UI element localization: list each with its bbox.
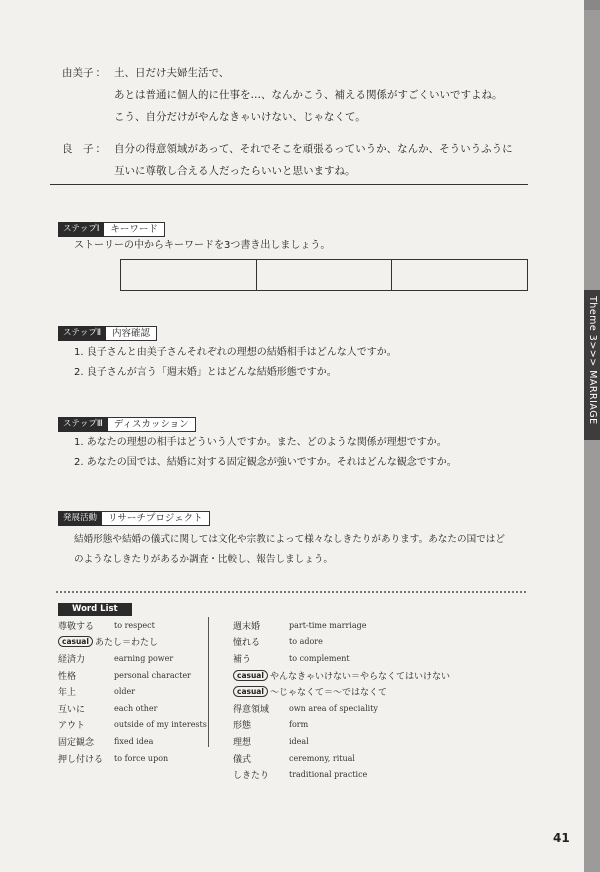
project-title: リサーチプロジェクト [102, 511, 210, 526]
word-entry: 年上 older [58, 687, 136, 699]
word-list-title: Word List [58, 603, 132, 616]
dialogue-line: こう、自分だけがやんなきゃいけない、じゃなくて。 [114, 111, 366, 123]
word-entry: 儀式 ceremony, ritual [233, 753, 355, 765]
word-entry: casual やんなきゃいけない＝やらなくてはいけない [233, 667, 450, 684]
word-entry: casual 〜じゃなくて＝〜ではなくて [233, 683, 450, 700]
dialogue-line: 土、日だけ夫婦生活で、 [114, 67, 230, 79]
project-header [58, 511, 210, 526]
theme-side-tab [584, 0, 600, 872]
dialogue-turn [62, 138, 532, 182]
word-entry: 形態 form [233, 720, 309, 732]
project-line: 結婚形態や結婚の儀式に関しては文化や宗教によって様々なしきたりがあります。あなたの国ではど [74, 534, 505, 545]
speaker-name: 良 子 ： [62, 143, 106, 155]
word-entry: 尊敬する to respect [58, 620, 155, 632]
question-item: 1. 良子さんと由美子さんそれぞれの理想の結婚相手はどんな人ですか。 [74, 347, 397, 358]
word-entry: 憧れる to adore [233, 637, 323, 649]
casual-badge: casual [58, 636, 93, 647]
word-entry: 押し付ける to force upon [58, 753, 169, 765]
dotted-divider [56, 591, 526, 593]
page-number: 41 [553, 831, 570, 845]
word-entry: 性格 personal character [58, 670, 191, 682]
keyword-boxes [120, 259, 528, 291]
step1-title: キーワード [104, 222, 165, 237]
word-entry: 週末婚 part-time marriage [233, 620, 367, 632]
keyword-box-3[interactable] [392, 260, 527, 290]
dialogue-line: 自分の得意領域があって、それでそこを頑張るっていうか、なんか、そういうふうに [114, 143, 513, 155]
word-entry: 固定観念 fixed idea [58, 736, 154, 748]
casual-badge: casual [233, 686, 268, 697]
step2-title: 内容確認 [106, 326, 157, 341]
theme-label: Theme 3>>> MARRIAGE [587, 296, 598, 425]
project-line: のようなしきたりがあるか調査・比較し、報告しましょう。 [74, 554, 334, 565]
step1-instruction: ストーリーの中からキーワードを3つ書き出しましょう。 [74, 240, 331, 251]
step2-header [58, 326, 157, 341]
word-entry: 補う to complement [233, 653, 350, 665]
casual-badge: casual [233, 670, 268, 681]
keyword-box-1[interactable] [121, 260, 257, 290]
word-list-right [233, 617, 450, 783]
tab-top-block [584, 0, 600, 10]
word-list-divider [208, 617, 209, 747]
word-entry: 得意領域 own area of speciality [233, 703, 378, 715]
dialogue [62, 62, 532, 192]
dialogue-line: 互いに尊敬し合える人だったらいいと思いますね。 [114, 165, 356, 177]
step3-tag: ステップⅢ [58, 417, 108, 432]
dialogue-line: あとは普通に個人的に仕事を…、なんかこう、補える関係がすごくいいですよね。 [114, 89, 503, 101]
question-item: 2. 良子さんが言う「週末婚」とはどんな結婚形態ですか。 [74, 367, 337, 378]
word-entry: 経済力 earning power [58, 653, 174, 665]
word-entry: しきたり traditional practice [233, 770, 368, 782]
word-entry: 互いに each other [58, 703, 158, 715]
step2-tag: ステップⅡ [58, 326, 106, 341]
question-item: 1. あなたの理想の相手はどういう人ですか。また、どのような関係が理想ですか。 [74, 437, 447, 448]
project-tag: 発展活動 [58, 511, 102, 526]
step3-header [58, 417, 196, 432]
word-entry: アウト outside of my interests [58, 720, 207, 732]
word-entry: casual あたし＝わたし [58, 634, 207, 651]
word-entry: 理想 ideal [233, 736, 309, 748]
keyword-box-2[interactable] [257, 260, 393, 290]
dialogue-turn [62, 62, 532, 128]
step1-header [58, 222, 165, 237]
speaker-name: 由美子 ： [62, 67, 106, 79]
step1-tag: ステップⅠ [58, 222, 104, 237]
word-list-left [58, 617, 207, 766]
section-divider [50, 184, 528, 185]
step3-title: ディスカッション [108, 417, 196, 432]
question-item: 2. あなたの国では、結婚に対する固定観念が強いですか。それはどんな観念ですか。 [74, 457, 457, 468]
